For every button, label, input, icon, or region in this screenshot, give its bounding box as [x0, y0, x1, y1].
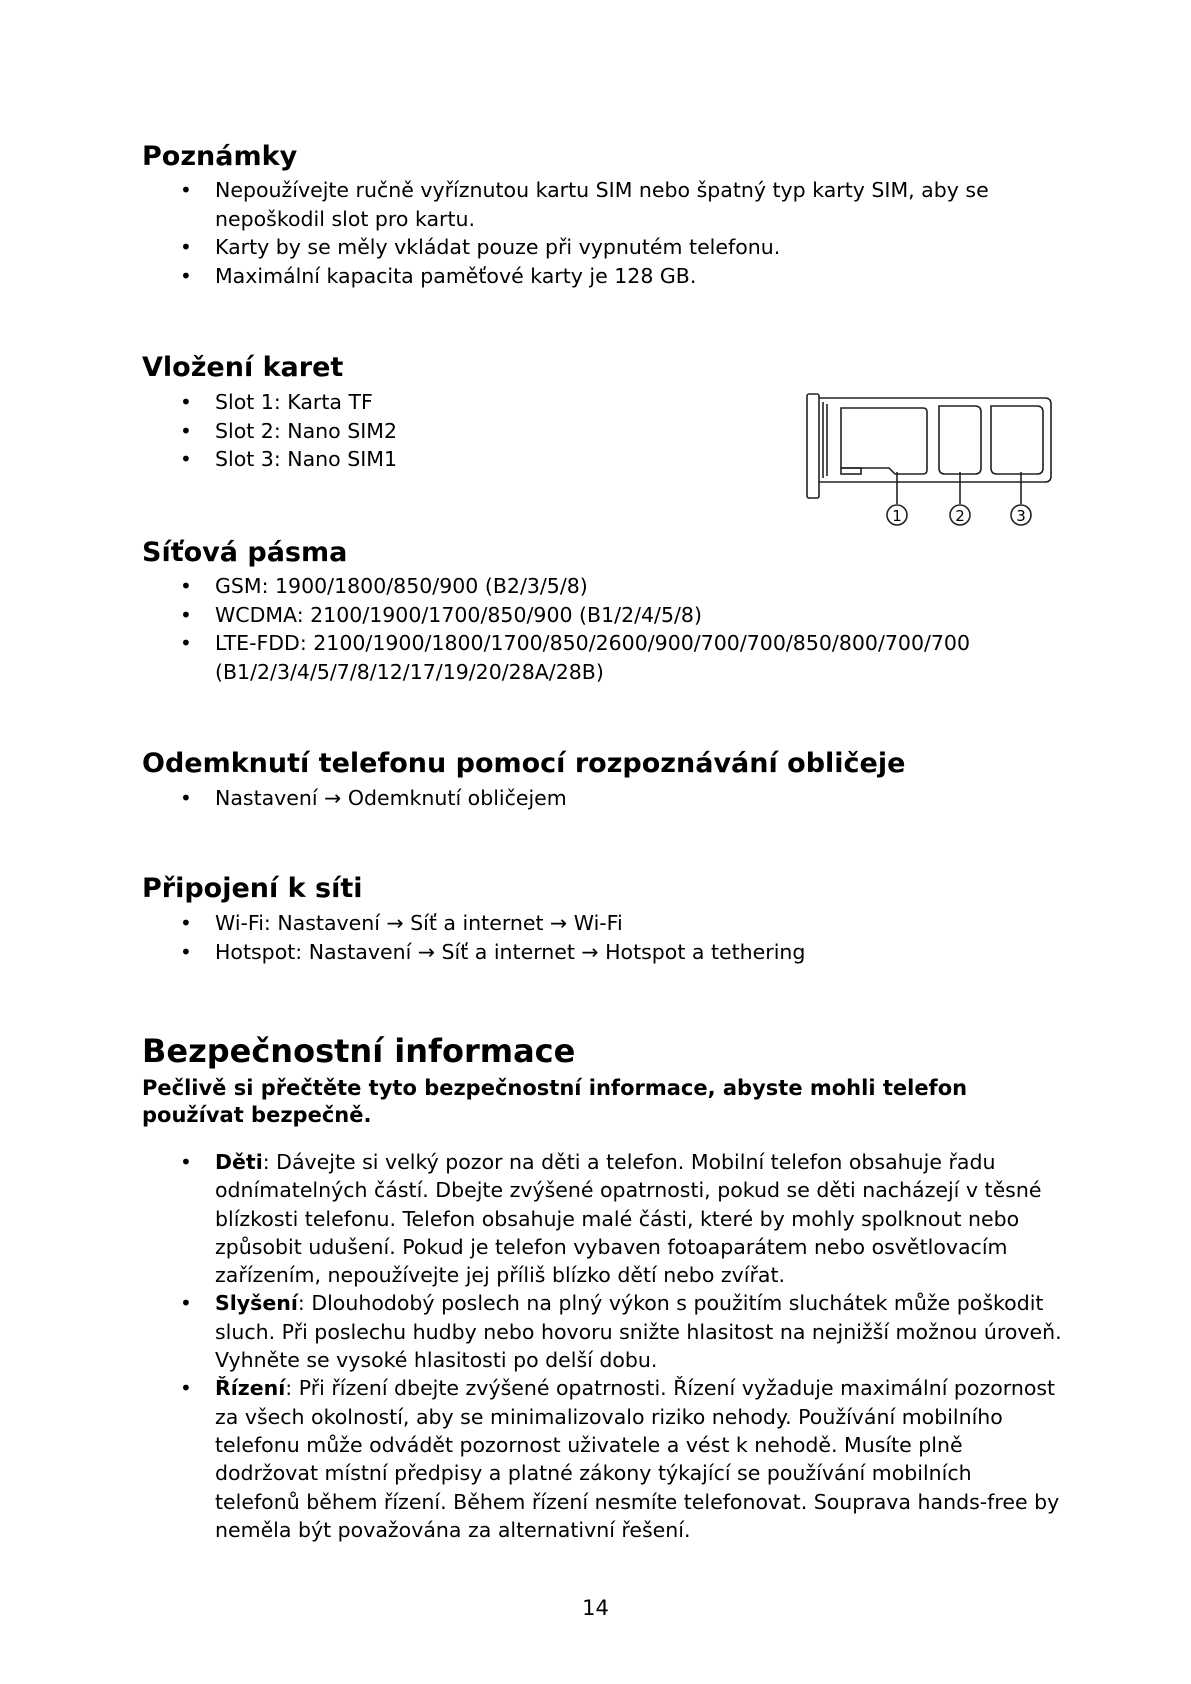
list-item: • GSM: 1900/1800/850/900 (B2/3/5/8) [142, 572, 1062, 601]
list-item [142, 1148, 1062, 1289]
item-term: Slyšení [215, 1291, 298, 1316]
network-list [142, 909, 1062, 966]
notes-list [142, 176, 1062, 290]
slot-1-notch [841, 468, 861, 474]
callout-label-1: 1 [892, 507, 902, 525]
safety-heading: Bezpečnostní informace [142, 1032, 576, 1070]
list-item: • Karty by se měly vkládat pouze při vypnutém telefonu. [142, 233, 1062, 262]
cards-list [142, 388, 742, 474]
tray-outline [807, 394, 819, 498]
safety-list [142, 1148, 1062, 1544]
cards-heading: Vložení karet [142, 352, 344, 383]
list-item: • Slot 1: Karta TF [142, 388, 742, 417]
list-item: • Hotspot: Nastavení → Síť a internet → Hotspot a tethering [142, 938, 1062, 967]
network-heading: Připojení k síti [142, 873, 363, 904]
list-item: • Slot 2: Nano SIM2 [142, 417, 742, 446]
item-term: Řízení [215, 1376, 286, 1401]
list-item: • Maximální kapacita paměťové karty je 128 GB. [142, 262, 1062, 291]
notes-heading: Poznámky [142, 141, 298, 172]
slot-3-nano-sim [991, 406, 1043, 474]
list-item: • WCDMA: 2100/1900/1700/850/900 (B1/2/4/5/8) [142, 601, 1062, 630]
callout-label-3: 3 [1016, 507, 1026, 525]
slot-2-nano-sim [939, 406, 981, 474]
face-unlock-list [142, 784, 1062, 813]
bands-list [142, 572, 1062, 686]
safety-lead: Pečlivě si přečtěte tyto bezpečnostní informace, abyste mohli telefon používat bezpečně. [142, 1076, 968, 1127]
page-number: 14 [582, 1596, 609, 1620]
tray-body [819, 398, 1051, 482]
list-item: • Nastavení → Odemknutí obličejem [142, 784, 1062, 813]
item-text: : Dávejte si velký pozor na děti a telefon. Mobilní telefon obsahuje řadu odnímatelných částí. Dbejte zvýšené opatrnosti, pokud se děti nacházejí v těsné blízkosti telefonu. Telefon obsahuje malé části, které by mohly spolknout nebo způsobit udušení. Pokud je telefon vybaven fotoaparátem nebo osvětlovacím zařízením, nepoužívejte jej příliš blízko dětí nebo zvířat. [215, 1150, 1042, 1288]
item-term: Děti [215, 1150, 263, 1174]
item-text: : Při řízení dbejte zvýšené opatrnosti. Řízení vyžaduje maximální pozornost za všech okolností, aby se minimalizovalo riziko nehody. Používání mobilního telefonu může odvádět pozornost uživatele a vést k nehodě. Musíte plně dodržovat místní předpisy a platné zákony týkající se používání mobilních telefonů během řízení. Během řízení nesmíte telefonovat. Souprava hands-free by neměla být považována za alternativní řešení. [215, 1376, 1060, 1542]
callout-label-2: 2 [955, 507, 965, 525]
slot-1-tf [841, 408, 927, 474]
list-item: • LTE-FDD: 2100/1900/1800/1700/850/2600/900/700/700/850/800/700/700 (B1/2/3/4/5/7/8/12/17/19/20/28A/28B) [142, 629, 1062, 686]
sim-tray-diagram [805, 390, 1065, 530]
list-item: • Slot 3: Nano SIM1 [142, 445, 742, 474]
item-text: : Dlouhodobý poslech na plný výkon s použitím sluchátek může poškodit sluch. Při poslechu hudby nebo hovoru snižte hlasitost na nejnižší možnou úroveň. Vyhněte se vysoké hlasitosti po delší dobu. [215, 1291, 1062, 1373]
list-item [142, 1374, 1062, 1544]
list-item: • Wi-Fi: Nastavení → Síť a internet → Wi-Fi [142, 909, 1062, 938]
list-item: • Nepoužívejte ručně vyříznutou kartu SIM nebo špatný typ karty SIM, aby se nepoškodil slot pro kartu. [142, 176, 1062, 233]
list-item [142, 1289, 1062, 1374]
bands-heading: Síťová pásma [142, 537, 348, 568]
face-unlock-heading: Odemknutí telefonu pomocí rozpoznávání obličeje [142, 748, 906, 779]
